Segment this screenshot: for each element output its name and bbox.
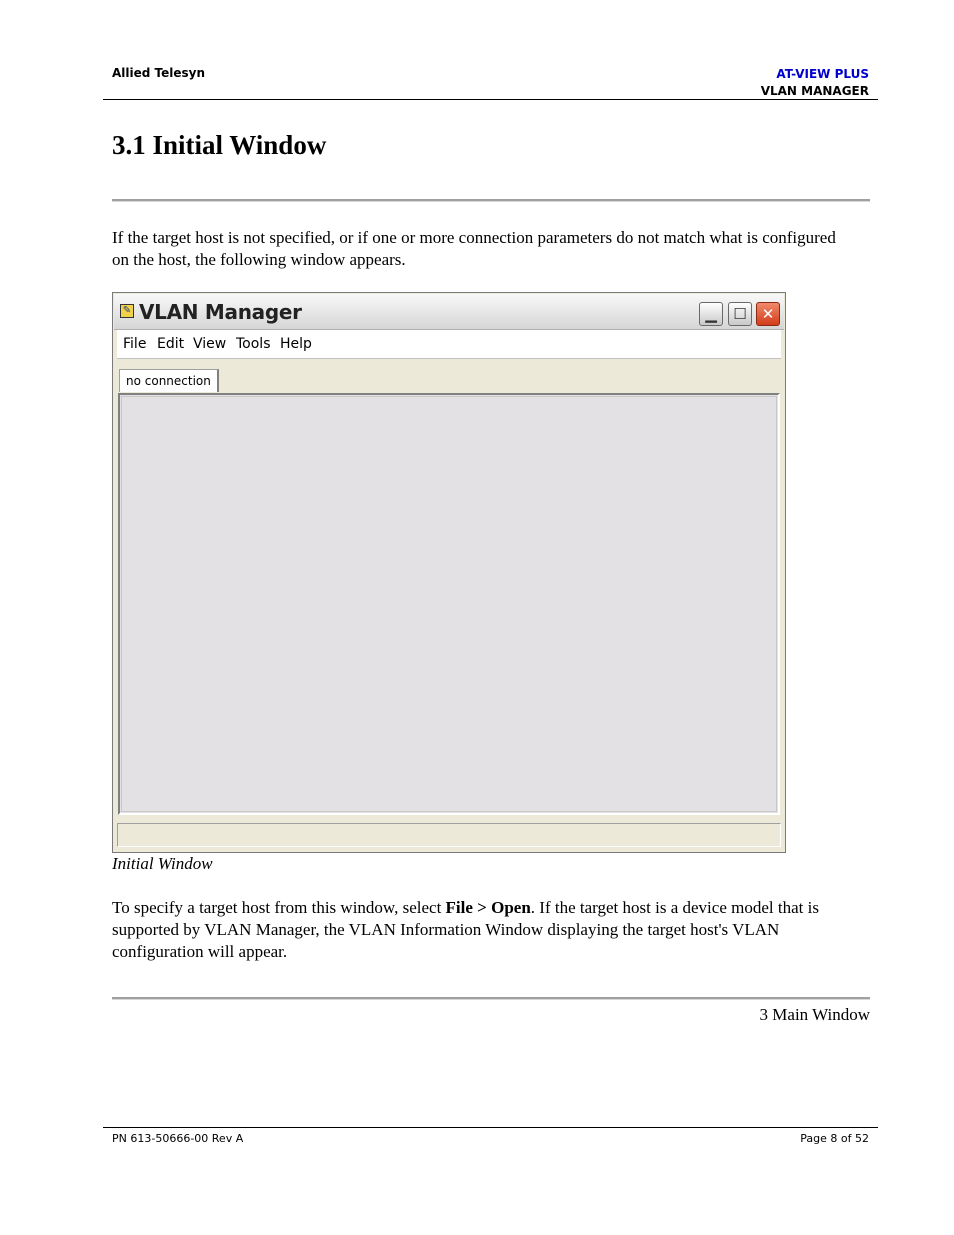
- menu-bar: [117, 330, 781, 359]
- app-icon: ✎: [120, 304, 134, 318]
- module-name: VLAN MANAGER: [760, 84, 869, 98]
- chapter-reference: 3 Main Window: [759, 1005, 870, 1024]
- window-titlebar: [114, 294, 784, 330]
- footer-divider: [103, 1127, 878, 1128]
- client-area: [118, 393, 780, 815]
- tab-strip: [117, 361, 781, 393]
- menu-view[interactable]: View: [193, 336, 227, 352]
- section-divider-top: [112, 199, 870, 202]
- window-title: VLAN Manager: [139, 300, 302, 324]
- client-area-inner: [121, 396, 777, 812]
- section-divider-bottom: [112, 997, 870, 1000]
- product-name: AT-VIEW PLUS: [776, 67, 869, 81]
- vlan-manager-window-screenshot: [112, 292, 786, 853]
- intro-paragraph: If the target host is not specified, or if one or more connection parameters do not match what is configured on the host, the following window appears.: [112, 228, 836, 269]
- close-icon[interactable]: ✕: [756, 302, 780, 326]
- page-header-left: [112, 66, 205, 80]
- minimize-icon[interactable]: ▁: [699, 302, 723, 326]
- company-name: Allied Telesyn: [112, 66, 206, 80]
- file-open-command: File > Open: [445, 898, 531, 917]
- body-text-before: To specify a target host from this window, select: [112, 898, 446, 917]
- maximize-icon[interactable]: ☐: [728, 302, 752, 326]
- figure-caption: Initial Window: [112, 854, 213, 873]
- page-header-right: [761, 66, 869, 100]
- header-divider: [103, 99, 878, 100]
- part-number: PN 613-50666-00 Rev A: [112, 1132, 244, 1145]
- tab-no-connection[interactable]: no connection: [119, 369, 219, 392]
- menu-edit[interactable]: Edit: [157, 336, 185, 352]
- body-paragraph: [112, 897, 852, 963]
- page-number: Page 8 of 52: [800, 1132, 869, 1145]
- menu-tools[interactable]: Tools: [236, 336, 271, 352]
- menu-help[interactable]: Help: [280, 336, 312, 352]
- menu-file[interactable]: File: [123, 336, 147, 352]
- section-title: 3.1 Initial Window: [112, 130, 327, 160]
- body-text-after: . If the target host is a device model that is supported by VLAN Manager, the VLAN Information Window displaying the target host's VLAN configuration will appear.: [112, 898, 819, 961]
- status-bar: [117, 823, 781, 847]
